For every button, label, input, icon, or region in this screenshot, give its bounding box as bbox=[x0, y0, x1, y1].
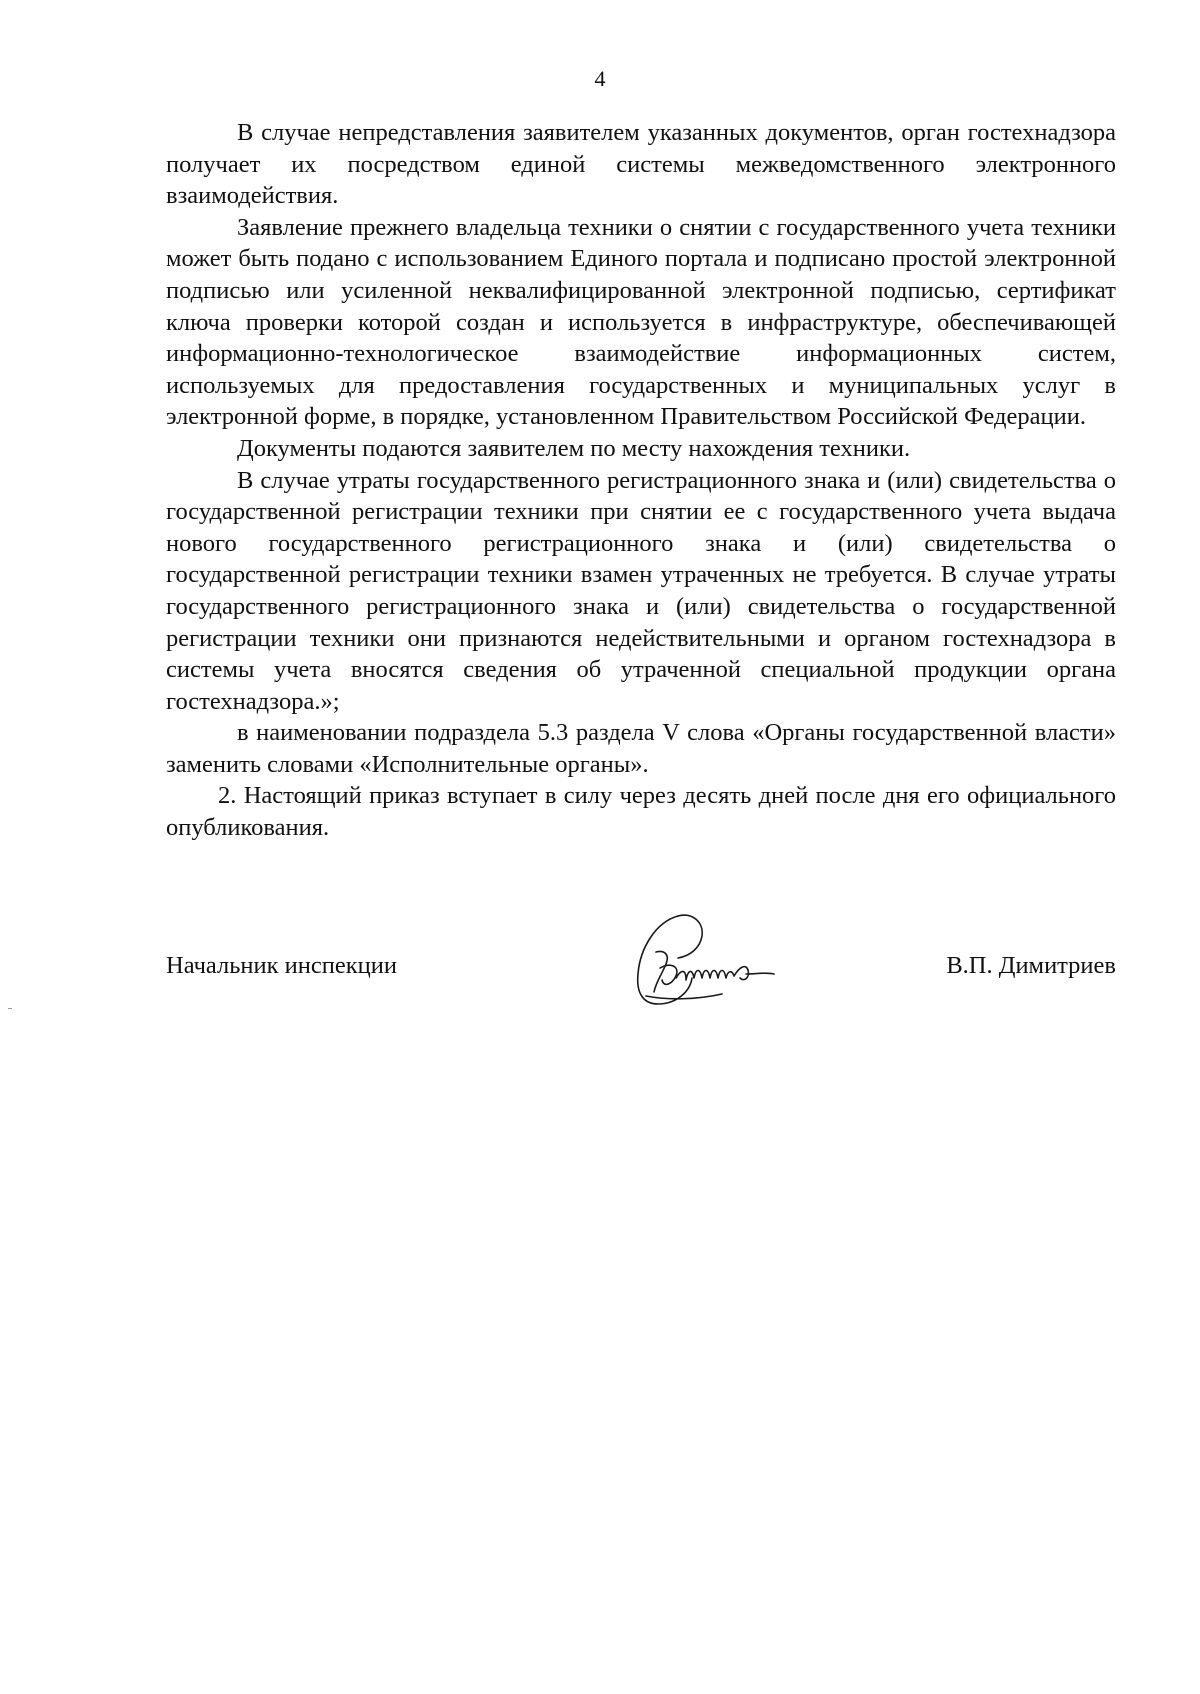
document-body bbox=[166, 117, 1116, 844]
page-number: 4 bbox=[594, 66, 606, 91]
paragraph-documents-not-submitted: В случае непредставления заявителем указанных документов, орган гостехнадзора получает их посредством единой системы межведомственного электронного взаимодействия. bbox=[166, 119, 1116, 210]
signature-block bbox=[166, 950, 1116, 1080]
signatory-name: В.П. Димитриев bbox=[946, 952, 1116, 979]
paragraph-effective-date: 2. Настоящий приказ вступает в силу через десять дней после дня его официального опубликования. bbox=[166, 782, 1116, 842]
paragraph-subsection-rename: в наименовании подраздела 5.3 раздела V слова «Органы государственной власти» заменить словами «Исполнительные органы». bbox=[166, 719, 1116, 778]
paragraph-lost-registration-plate: В случае утраты государственного регистрационного знака и (или) свидетельства о государственной регистрации техники при снятии ее с государственного учета выдача нового государственного регистрационного знака и (или) свидетельства о государственной регистрации техники взамен утраченных не требуется. В случае утраты государственного регистрационного знака и (или) свидетельства о государственной регистрации техники они признаются недействительными и органом гостехнадзора в системы учета вносятся сведения об утраченной специальной продукции органа гостехнадзора.»; bbox=[166, 466, 1116, 715]
paragraph-submission-location: Документы подаются заявителем по месту нахождения техники. bbox=[237, 434, 911, 462]
signatory-position: Начальник инспекции bbox=[166, 952, 397, 979]
paragraph-deregistration-application: Заявление прежнего владельца техники о снятии с государственного учета техники может быть подано с использованием Единого портала и подписано простой электронной подписью или усиленной неквалифицированной электронной подписью, сертификат ключа проверки которой создан и используется в инфраструктуре, обеспечивающей информационно-технологическое взаимодействие информационных систем, используемых для предоставления государственных и муниципальных услуг в электронной форме, в порядке, установленном Правительством Российской Федерации. bbox=[166, 213, 1116, 431]
scan-margin-mark bbox=[8, 1008, 12, 1009]
handwritten-signature bbox=[626, 908, 806, 1018]
